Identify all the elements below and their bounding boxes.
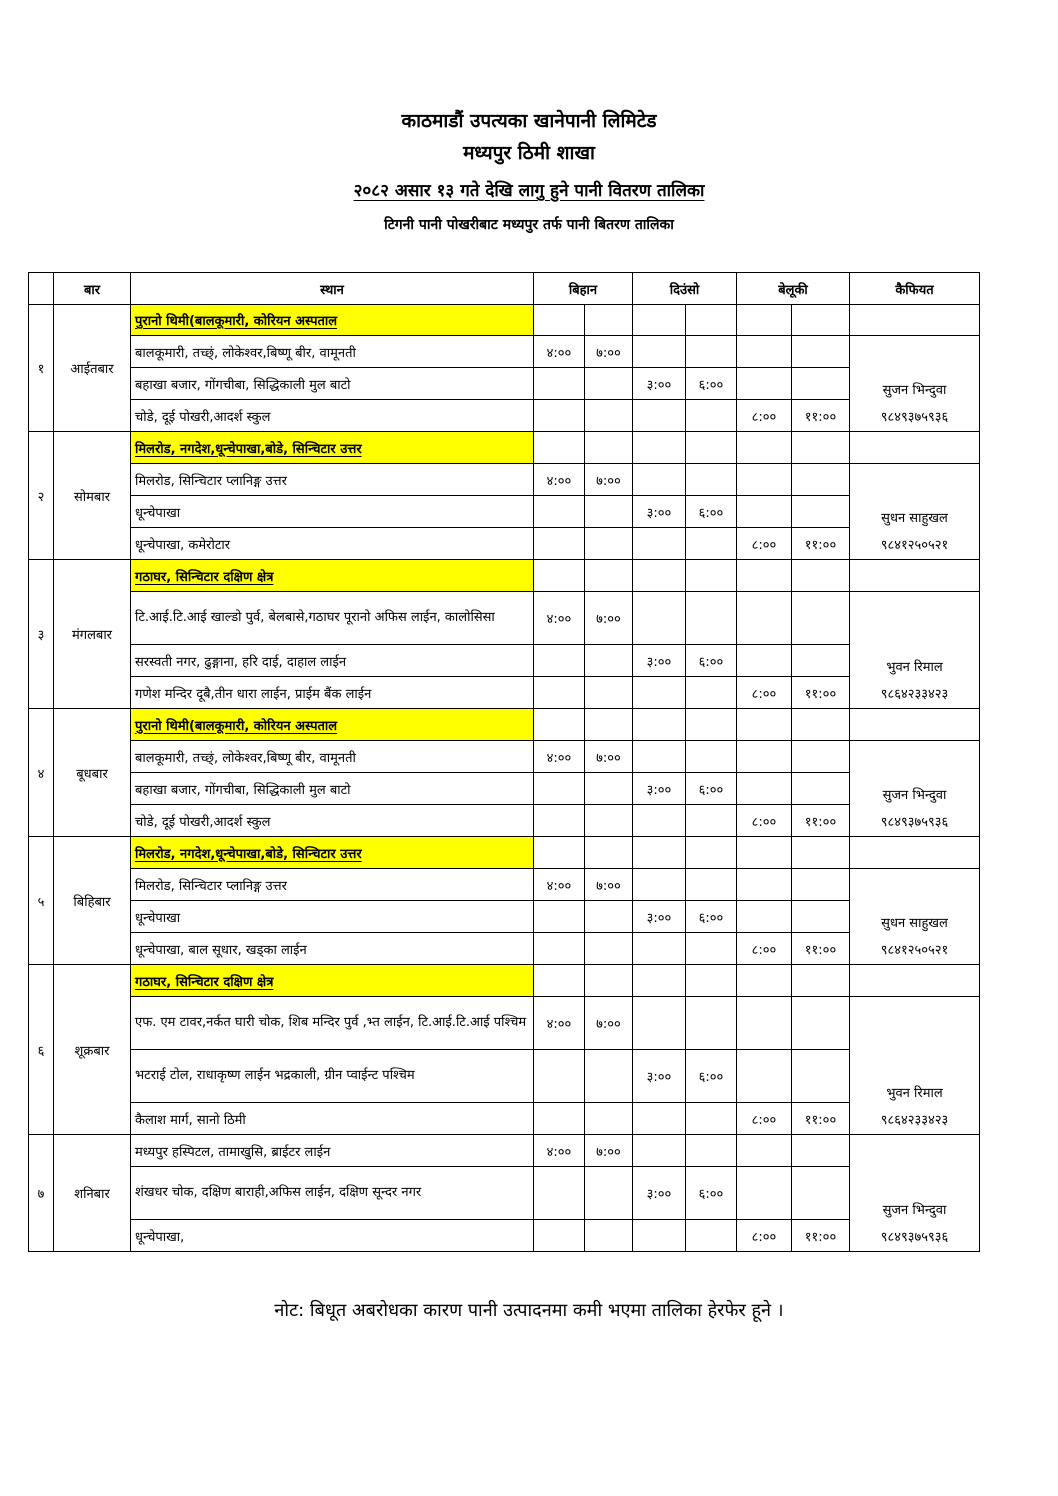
empty-cell <box>686 837 737 869</box>
time-cell: ३:०० <box>633 901 686 933</box>
time-cell: ११:०० <box>792 805 850 837</box>
empty-cell <box>686 965 737 997</box>
empty-cell <box>792 496 850 528</box>
contact-phone: ९८६४२३३४२३ <box>880 687 949 702</box>
area-row <box>29 965 980 997</box>
area-label: मिलरोड, नगदेश,धून्चेपाखा,बोडे, सिन्चिटार उत्तर <box>131 837 534 869</box>
empty-cell <box>792 432 850 464</box>
empty-cell <box>686 741 737 773</box>
empty-cell <box>534 709 585 741</box>
time-cell: ७:०० <box>585 997 633 1050</box>
table-row <box>29 901 980 933</box>
area-row <box>29 560 980 592</box>
empty-cell <box>633 560 686 592</box>
empty-cell <box>633 464 686 496</box>
location-cell: बालकूमारी, तच्छ्ं, लोकेश्वर,बिष्णू बीर, वामूनती <box>131 741 534 773</box>
time-cell: ३:०० <box>633 368 686 400</box>
empty-cell <box>792 773 850 805</box>
time-cell: ४:०० <box>534 741 585 773</box>
location-cell: धून्चेपाखा, <box>131 1220 534 1252</box>
day-number: २ <box>29 432 54 560</box>
table-row <box>29 368 980 400</box>
empty-cell <box>534 1167 585 1220</box>
time-cell: ६:०० <box>686 645 737 677</box>
time-cell: ८:०० <box>737 933 792 965</box>
empty-cell <box>792 965 850 997</box>
empty-cell <box>686 432 737 464</box>
empty-cell <box>633 1135 686 1167</box>
area-row <box>29 432 980 464</box>
contact-cell <box>850 1135 980 1252</box>
empty-cell <box>585 709 633 741</box>
location-cell: मिलरोड, सिन्चिटार प्लानिङ्ग उत्तर <box>131 464 534 496</box>
empty-cell <box>737 496 792 528</box>
contact-cell <box>850 741 980 837</box>
empty-cell <box>737 1135 792 1167</box>
schedule-title <box>0 178 1058 201</box>
empty-cell <box>534 965 585 997</box>
header-remarks: कैफियत <box>850 273 980 305</box>
empty-cell <box>686 592 737 645</box>
empty-cell <box>633 741 686 773</box>
empty-cell <box>792 837 850 869</box>
empty-cell <box>534 1220 585 1252</box>
time-cell: ७:०० <box>585 1135 633 1167</box>
empty-cell <box>686 1135 737 1167</box>
contact-cell <box>850 464 980 560</box>
empty-cell <box>737 645 792 677</box>
empty-cell <box>585 368 633 400</box>
area-label: गठाघर, सिन्चिटार दक्षिण क्षेत्र <box>131 965 534 997</box>
empty-cell <box>737 901 792 933</box>
empty-cell <box>633 400 686 432</box>
time-cell: ११:०० <box>792 677 850 709</box>
contact-name: भुवन रिमाल <box>886 1086 943 1101</box>
area-label: पुरानो थिमी(बालकूमारी, कोरियन अस्पताल <box>131 709 534 741</box>
empty-cell <box>792 869 850 901</box>
time-cell: ६:०० <box>686 773 737 805</box>
empty-cell <box>686 805 737 837</box>
empty-cell <box>633 592 686 645</box>
table-row <box>29 1135 980 1167</box>
table-row <box>29 592 980 645</box>
table-row <box>29 773 980 805</box>
table-row <box>29 336 980 368</box>
table-row <box>29 933 980 965</box>
empty-cell <box>534 1103 585 1135</box>
day-number: ५ <box>29 837 54 965</box>
empty-cell <box>534 677 585 709</box>
location-cell: धून्चेपाखा <box>131 901 534 933</box>
location-cell: चोडे, दूई पोखरी,आदर्श स्कुल <box>131 805 534 837</box>
time-cell: ७:०० <box>585 464 633 496</box>
contact-name: सुधन साहुखल <box>881 511 948 526</box>
day-number: ३ <box>29 560 54 709</box>
empty-cell <box>585 1050 633 1103</box>
contact-phone: ९८४९३७५९३६ <box>880 410 949 425</box>
time-cell: ८:०० <box>737 1220 792 1252</box>
area-label: गठाघर, सिन्चिटार दक्षिण क्षेत्र <box>131 560 534 592</box>
area-label: मिलरोड, नगदेश,धून्चेपाखा,बोडे, सिन्चिटार उत्तर <box>131 432 534 464</box>
table-row <box>29 869 980 901</box>
time-cell: ३:०० <box>633 773 686 805</box>
location-cell: धून्चेपाखा <box>131 496 534 528</box>
empty-cell <box>534 837 585 869</box>
empty-cell <box>737 741 792 773</box>
contact-name: भुवन रिमाल <box>886 660 943 675</box>
time-cell: ४:०० <box>534 997 585 1050</box>
time-cell: ३:०० <box>633 1050 686 1103</box>
schedule-table <box>28 272 980 1252</box>
empty-cell <box>737 464 792 496</box>
empty-cell <box>737 709 792 741</box>
empty-cell <box>633 432 686 464</box>
header-afternoon: दिउंसो <box>633 273 737 305</box>
empty-cell <box>737 837 792 869</box>
empty-cell <box>737 336 792 368</box>
empty-cell <box>633 869 686 901</box>
empty-cell <box>534 901 585 933</box>
header-evening: बेलूकी <box>737 273 850 305</box>
time-cell: ७:०० <box>585 336 633 368</box>
empty-cell <box>737 773 792 805</box>
time-cell: ८:०० <box>737 677 792 709</box>
contact-name: सुजन भिन्दुवा <box>882 383 947 398</box>
empty-cell <box>585 965 633 997</box>
empty-cell <box>850 560 980 592</box>
day-number: ४ <box>29 709 54 837</box>
empty-cell <box>850 305 980 336</box>
location-cell: टि.आई.टि.आई खाल्डो पुर्व, बेलबासे,गठाघर पूरानो अफिस लाईन, कालोसिसा <box>131 592 534 645</box>
contact-cell <box>850 592 980 709</box>
day-number: ७ <box>29 1135 54 1252</box>
table-row <box>29 997 980 1050</box>
table-row <box>29 645 980 677</box>
empty-cell <box>633 709 686 741</box>
time-cell: ८:०० <box>737 1103 792 1135</box>
table-header-row <box>29 273 980 305</box>
empty-cell <box>737 1050 792 1103</box>
time-cell: ३:०० <box>633 645 686 677</box>
empty-cell <box>792 1050 850 1103</box>
time-cell: ११:०० <box>792 528 850 560</box>
empty-cell <box>633 305 686 336</box>
empty-cell <box>686 997 737 1050</box>
empty-cell <box>737 997 792 1050</box>
empty-cell <box>686 1220 737 1252</box>
contact-cell <box>850 997 980 1135</box>
table-row <box>29 528 980 560</box>
empty-cell <box>534 496 585 528</box>
empty-cell <box>534 432 585 464</box>
time-cell: ४:०० <box>534 869 585 901</box>
empty-cell <box>534 400 585 432</box>
header-day: बार <box>54 273 131 305</box>
empty-cell <box>534 368 585 400</box>
empty-cell <box>585 805 633 837</box>
time-cell: ७:०० <box>585 592 633 645</box>
contact-phone: ९८४१२५०५२१ <box>880 538 949 553</box>
empty-cell <box>737 965 792 997</box>
empty-cell <box>737 368 792 400</box>
time-cell: ६:०० <box>686 901 737 933</box>
location-cell: गणेश मन्दिर दूबै,तीन धारा लाईन, प्राईम बैंक लाईन <box>131 677 534 709</box>
empty-cell <box>633 965 686 997</box>
location-cell: धून्चेपाखा, बाल सूधार, खड्का लाईन <box>131 933 534 965</box>
time-cell: ६:०० <box>686 496 737 528</box>
area-row <box>29 709 980 741</box>
location-cell: मिलरोड, सिन्चिटार प्लानिङ्ग उत्तर <box>131 869 534 901</box>
contact-phone: ९८६४२३३४२३ <box>880 1113 949 1128</box>
empty-cell <box>534 773 585 805</box>
location-cell: भटराई टोल, राधाकृष्ण लाईन भद्रकाली, ग्रीन प्वाईन्ट पश्चिम <box>131 1050 534 1103</box>
empty-cell <box>686 677 737 709</box>
empty-cell <box>585 528 633 560</box>
location-cell: मध्यपुर हस्पिटल, तामाखुसि, ब्राईटर लाईन <box>131 1135 534 1167</box>
empty-cell <box>686 336 737 368</box>
time-cell: ३:०० <box>633 1167 686 1220</box>
location-cell: एफ. एम टावर,नर्कत घारी चोक, शिब मन्दिर पुर्व ,भ्त लाईन, टि.आई.टि.आई पश्चिम <box>131 997 534 1050</box>
empty-cell <box>633 528 686 560</box>
empty-cell <box>585 400 633 432</box>
empty-cell <box>792 1167 850 1220</box>
empty-cell <box>792 645 850 677</box>
empty-cell <box>737 1167 792 1220</box>
header-location: स्थान <box>131 273 534 305</box>
table-row <box>29 400 980 432</box>
table-row <box>29 1103 980 1135</box>
empty-cell <box>585 645 633 677</box>
table-row <box>29 677 980 709</box>
empty-cell <box>792 709 850 741</box>
header-morning: बिहान <box>534 273 633 305</box>
empty-cell <box>792 741 850 773</box>
empty-cell <box>792 901 850 933</box>
empty-cell <box>633 1220 686 1252</box>
empty-cell <box>585 496 633 528</box>
contact-phone: ९८४९३७५९३६ <box>880 815 949 830</box>
time-cell: ८:०० <box>737 805 792 837</box>
location-cell: सरस्वती नगर, ढुङ्गाना, हरि दाई, दाहाल लाईन <box>131 645 534 677</box>
empty-cell <box>585 305 633 336</box>
location-cell: कैलाश मार्ग, सानो ठिमी <box>131 1103 534 1135</box>
table-row <box>29 1167 980 1220</box>
contact-phone: ९८४१२५०५२१ <box>880 943 949 958</box>
time-cell: ३:०० <box>633 496 686 528</box>
time-cell: ४:०० <box>534 336 585 368</box>
empty-cell <box>686 464 737 496</box>
empty-cell <box>585 1103 633 1135</box>
empty-cell <box>792 997 850 1050</box>
empty-cell <box>585 432 633 464</box>
empty-cell <box>792 560 850 592</box>
empty-cell <box>686 560 737 592</box>
contact-cell <box>850 336 980 432</box>
empty-cell <box>686 528 737 560</box>
branch-title: मध्यपुर ठिमी शाखा <box>463 142 595 164</box>
empty-cell <box>585 773 633 805</box>
time-cell: ४:०० <box>534 1135 585 1167</box>
empty-cell <box>792 336 850 368</box>
schedule-title-text: २०८२ असार १३ गते देखि लागु हुने पानी वितरण तालिका <box>353 181 705 201</box>
area-row <box>29 837 980 869</box>
table-row <box>29 1050 980 1103</box>
schedule-subtitle: टिगनी पानी पोखरीबाट मध्यपुर तर्फ पानी बितरण तालिका <box>384 217 674 233</box>
header-num <box>29 273 54 305</box>
empty-cell <box>792 305 850 336</box>
contact-cell <box>850 869 980 965</box>
empty-cell <box>850 432 980 464</box>
time-cell: ११:०० <box>792 933 850 965</box>
empty-cell <box>585 901 633 933</box>
empty-cell <box>534 305 585 336</box>
empty-cell <box>686 400 737 432</box>
location-cell: चोडे, दूई पोखरी,आदर्श स्कुल <box>131 400 534 432</box>
empty-cell <box>737 592 792 645</box>
time-cell: ६:०० <box>686 368 737 400</box>
empty-cell <box>534 933 585 965</box>
empty-cell <box>686 305 737 336</box>
day-name: बिहिबार <box>54 837 131 965</box>
empty-cell <box>737 560 792 592</box>
empty-cell <box>737 869 792 901</box>
empty-cell <box>585 1220 633 1252</box>
time-cell: ४:०० <box>534 592 585 645</box>
contact-name: सुजन भिन्दुवा <box>882 788 947 803</box>
empty-cell <box>686 1103 737 1135</box>
contact-name: सुधन साहुखल <box>881 916 948 931</box>
location-cell: बालकूमारी, तच्छ्ं, लोकेश्वर,बिष्णू बीर, वामूनती <box>131 336 534 368</box>
empty-cell <box>686 933 737 965</box>
table-row <box>29 741 980 773</box>
location-cell: धून्चेपाखा, कमेरोटार <box>131 528 534 560</box>
schedule-body <box>29 305 980 1252</box>
empty-cell <box>534 560 585 592</box>
day-number: ६ <box>29 965 54 1135</box>
day-name: आईतबार <box>54 305 131 432</box>
empty-cell <box>633 677 686 709</box>
empty-cell <box>792 368 850 400</box>
time-cell: ७:०० <box>585 741 633 773</box>
day-number: १ <box>29 305 54 432</box>
time-cell: ११:०० <box>792 1103 850 1135</box>
area-row <box>29 305 980 336</box>
empty-cell <box>534 805 585 837</box>
empty-cell <box>585 1167 633 1220</box>
empty-cell <box>850 965 980 997</box>
time-cell: ११:०० <box>792 1220 850 1252</box>
empty-cell <box>686 709 737 741</box>
time-cell: ८:०० <box>737 528 792 560</box>
contact-phone: ९८४९३७५९३६ <box>880 1230 949 1245</box>
empty-cell <box>792 592 850 645</box>
contact-name: सुजन भिन्दुवा <box>882 1203 947 1218</box>
day-name: मंगलबार <box>54 560 131 709</box>
empty-cell <box>633 837 686 869</box>
time-cell: ६:०० <box>686 1167 737 1220</box>
table-row <box>29 805 980 837</box>
day-name: सोमबार <box>54 432 131 560</box>
location-cell: बहाखा बजार, गोंगचीबा, सिद्धिकाली मुल बाटो <box>131 368 534 400</box>
empty-cell <box>585 837 633 869</box>
time-cell: ६:०० <box>686 1050 737 1103</box>
empty-cell <box>792 1135 850 1167</box>
table-row <box>29 496 980 528</box>
location-cell: बहाखा बजार, गोंगचीबा, सिद्धिकाली मुल बाटो <box>131 773 534 805</box>
location-cell: शंखधर चोक, दक्षिण बाराही,अफिस लाईन, दक्षिण सून्दर नगर <box>131 1167 534 1220</box>
empty-cell <box>585 933 633 965</box>
day-name: बूधबार <box>54 709 131 837</box>
time-cell: ८:०० <box>737 400 792 432</box>
time-cell: ७:०० <box>585 869 633 901</box>
empty-cell <box>585 560 633 592</box>
table-row <box>29 464 980 496</box>
empty-cell <box>633 1103 686 1135</box>
empty-cell <box>850 837 980 869</box>
empty-cell <box>534 1050 585 1103</box>
area-label: पुरानो थिमी(बालकूमारी, कोरियन अस्पताल <box>131 305 534 336</box>
empty-cell <box>686 869 737 901</box>
empty-cell <box>633 336 686 368</box>
time-cell: ११:०० <box>792 400 850 432</box>
footer-note: नोट: बिधूत अबरोधका कारण पानी उत्पादनमा कमी भएमा तालिका हेरफेर हूने । <box>274 1300 784 1321</box>
empty-cell <box>792 464 850 496</box>
empty-cell <box>850 709 980 741</box>
empty-cell <box>534 528 585 560</box>
org-title: काठमाडौं उपत्यका खानेपानी लिमिटेड <box>401 110 657 132</box>
empty-cell <box>633 997 686 1050</box>
time-cell: ४:०० <box>534 464 585 496</box>
empty-cell <box>633 805 686 837</box>
empty-cell <box>737 432 792 464</box>
day-name: शूक्रबार <box>54 965 131 1135</box>
empty-cell <box>534 645 585 677</box>
empty-cell <box>585 677 633 709</box>
day-name: शनिबार <box>54 1135 131 1252</box>
empty-cell <box>633 933 686 965</box>
empty-cell <box>737 305 792 336</box>
table-row <box>29 1220 980 1252</box>
